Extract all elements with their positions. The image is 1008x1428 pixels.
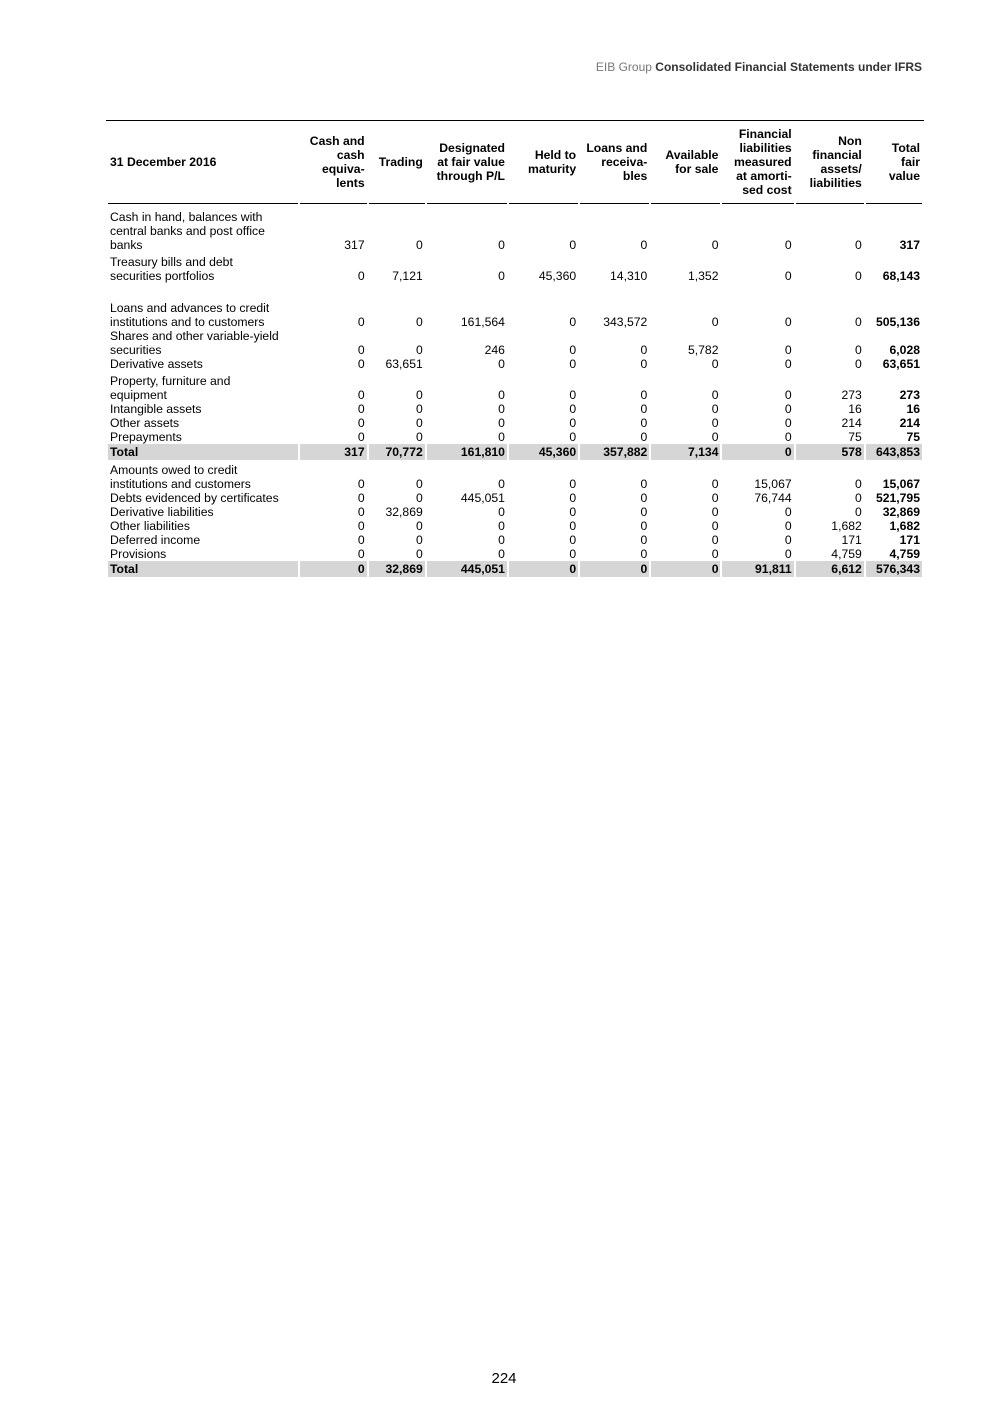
value-cell: 0 (569, 477, 577, 491)
value-cell: 0 (784, 343, 792, 357)
value-cell: 0 (711, 533, 719, 547)
value-cell: 0 (784, 505, 792, 519)
value-cell: 317 (344, 238, 365, 252)
value-cell: 0 (498, 269, 505, 283)
table-header-row (108, 121, 922, 204)
value-cell: 70,772 (369, 444, 425, 460)
value-cell: 343,572 (603, 315, 648, 329)
column-header: Financial liabilities measured at amorti- sed cost (722, 121, 793, 204)
value-cell: 273 (841, 388, 862, 402)
value-cell: 0 (711, 547, 719, 561)
value-cell: 0 (569, 357, 577, 371)
value-cell: 0 (640, 491, 648, 505)
value-cell: 1,352 (687, 269, 719, 283)
spacer-row (108, 283, 922, 301)
asset-row (108, 204, 922, 252)
asset-row (108, 402, 922, 416)
value-cell: 0 (415, 315, 423, 329)
running-header (596, 60, 922, 74)
value-cell: 0 (711, 402, 719, 416)
value-cell: 0 (569, 430, 577, 444)
value-cell: 0 (580, 561, 649, 577)
value-cell: 0 (722, 444, 793, 460)
row-label: Intangible assets (110, 402, 202, 416)
asset-row (108, 301, 922, 329)
value-cell: 0 (640, 343, 648, 357)
liabilities-total-row (108, 561, 922, 577)
value-cell: 0 (415, 547, 423, 561)
value-cell: 0 (415, 388, 423, 402)
row-label: Loans and advances to credit institutions and to customers (110, 301, 270, 329)
fair-value-table (106, 120, 924, 577)
value-cell: 0 (357, 269, 365, 283)
value-cell: 0 (498, 477, 505, 491)
value-cell: 14,310 (610, 269, 648, 283)
value-cell: 0 (855, 505, 862, 519)
value-cell: 0 (498, 357, 505, 371)
spacer-cell (796, 283, 864, 301)
value-cell: 0 (640, 416, 648, 430)
value-cell: 0 (855, 357, 862, 371)
value-cell: 0 (415, 402, 423, 416)
row-label: Debts evidenced by certificates (110, 491, 279, 505)
value-cell: 0 (357, 416, 365, 430)
value-cell: 0 (569, 491, 577, 505)
row-total-cell: 576,343 (866, 561, 922, 577)
header-title: Consolidated Financial Statements under IFRS (655, 60, 922, 74)
value-cell: 0 (357, 519, 365, 533)
value-cell: 0 (640, 477, 648, 491)
value-cell: 246 (484, 343, 505, 357)
value-cell: 171 (841, 533, 862, 547)
value-cell: 0 (784, 315, 792, 329)
spacer-cell (722, 283, 793, 301)
row-label: Amounts owed to credit institutions and customers (110, 463, 251, 491)
value-cell: 0 (357, 357, 365, 371)
value-cell: 0 (569, 238, 577, 252)
value-cell: 0 (784, 402, 792, 416)
value-cell: 0 (640, 547, 648, 561)
value-cell: 16 (848, 402, 862, 416)
value-cell: 0 (498, 430, 505, 444)
value-cell: 91,811 (722, 561, 793, 577)
row-label: Shares and other variable-yield securities (110, 329, 279, 357)
value-cell: 45,360 (509, 444, 578, 460)
column-header: Loans and receiva- bles (580, 121, 649, 204)
value-cell: 0 (711, 519, 719, 533)
spacer-cell (427, 283, 507, 301)
value-cell: 0 (640, 519, 648, 533)
value-cell: 0 (357, 505, 365, 519)
value-cell: 0 (357, 533, 365, 547)
value-cell: 0 (415, 533, 423, 547)
value-cell: 0 (711, 491, 719, 505)
value-cell: 0 (569, 388, 577, 402)
value-cell: 0 (357, 343, 365, 357)
value-cell: 0 (711, 477, 719, 491)
liability-row (108, 533, 922, 547)
value-cell: 0 (784, 357, 792, 371)
row-total-cell: 273 (899, 388, 920, 402)
row-label: Prepayments (110, 430, 182, 444)
value-cell: 0 (357, 547, 365, 561)
value-cell: 0 (357, 477, 365, 491)
spacer-cell (651, 283, 720, 301)
value-cell: 445,051 (460, 491, 505, 505)
value-cell: 0 (855, 477, 862, 491)
value-cell: 45,360 (538, 269, 577, 283)
value-cell: 0 (415, 477, 423, 491)
value-cell: 0 (569, 343, 577, 357)
table-title-header: 31 December 2016 (108, 121, 298, 204)
value-cell: 6,612 (796, 561, 864, 577)
value-cell: 0 (498, 402, 505, 416)
row-total-cell: 6,028 (889, 343, 920, 357)
value-cell: 0 (569, 402, 577, 416)
value-cell: 0 (784, 269, 792, 283)
value-cell: 0 (711, 388, 719, 402)
row-label: Deferred income (110, 533, 201, 547)
spacer-cell (108, 283, 298, 301)
value-cell: 0 (498, 238, 505, 252)
row-label: Cash in hand, balances with central banks and post office banks (110, 210, 265, 252)
value-cell: 1,682 (831, 519, 862, 533)
value-cell: 63,651 (385, 357, 423, 371)
value-cell: 0 (855, 315, 862, 329)
value-cell: 578 (796, 444, 864, 460)
row-total-cell: 75 (906, 430, 920, 444)
value-cell: 0 (784, 533, 792, 547)
spacer-cell (369, 283, 425, 301)
value-cell: 0 (498, 505, 505, 519)
spacer-cell (300, 283, 366, 301)
table-body (108, 204, 922, 577)
column-header: Available for sale (651, 121, 720, 204)
row-total-cell: 317 (899, 238, 920, 252)
row-total-cell: 521,795 (875, 491, 920, 505)
spacer-cell (580, 283, 649, 301)
value-cell: 32,869 (385, 505, 423, 519)
value-cell: 0 (784, 547, 792, 561)
value-cell: 0 (711, 430, 719, 444)
value-cell: 75 (848, 430, 862, 444)
asset-row (108, 371, 922, 402)
row-total-cell: 4,759 (889, 547, 920, 561)
value-cell: 0 (855, 343, 862, 357)
value-cell: 0 (415, 519, 423, 533)
value-cell: 0 (640, 402, 648, 416)
liability-row (108, 547, 922, 561)
value-cell: 0 (711, 505, 719, 519)
value-cell: 0 (357, 402, 365, 416)
value-cell: 0 (357, 315, 365, 329)
value-cell: 0 (415, 430, 423, 444)
value-cell: 0 (784, 416, 792, 430)
value-cell: 357,882 (580, 444, 649, 460)
value-cell: 0 (711, 416, 719, 430)
row-total-cell: 1,682 (889, 519, 920, 533)
row-total-cell: 505,136 (875, 315, 920, 329)
asset-row (108, 252, 922, 283)
value-cell: 214 (841, 416, 862, 430)
value-cell: 0 (855, 491, 862, 505)
value-cell: 0 (784, 388, 792, 402)
row-label: Provisions (110, 547, 167, 561)
value-cell: 0 (640, 430, 648, 444)
value-cell: 0 (498, 533, 505, 547)
value-cell: 0 (357, 388, 365, 402)
value-cell: 15,067 (754, 477, 792, 491)
column-header: Held to maturity (509, 121, 578, 204)
row-label: Derivative assets (110, 357, 203, 371)
value-cell: 32,869 (369, 561, 425, 577)
spacer-cell (509, 283, 578, 301)
value-cell: 0 (640, 388, 648, 402)
row-total-cell: 171 (899, 533, 920, 547)
row-label: Treasury bills and debt securities portfolios (110, 255, 233, 283)
row-total-cell: 214 (899, 416, 920, 430)
value-cell: 317 (300, 444, 366, 460)
value-cell: 0 (415, 416, 423, 430)
row-total-cell: 63,651 (882, 357, 920, 371)
value-cell: 0 (357, 430, 365, 444)
value-cell: 0 (640, 505, 648, 519)
value-cell: 0 (498, 416, 505, 430)
value-cell: 0 (569, 519, 577, 533)
value-cell: 0 (784, 238, 792, 252)
value-cell: 0 (357, 491, 365, 505)
column-header: Non financial assets/ liabilities (796, 121, 864, 204)
asset-row (108, 416, 922, 430)
value-cell: 0 (415, 343, 423, 357)
row-label: Total (108, 561, 298, 577)
asset-row (108, 430, 922, 444)
value-cell: 76,744 (754, 491, 792, 505)
row-label: Property, furniture and equipment (110, 374, 231, 402)
liability-row (108, 519, 922, 533)
row-total-cell: 16 (906, 402, 920, 416)
row-label: Other liabilities (110, 519, 190, 533)
value-cell: 0 (711, 315, 719, 329)
row-total-cell: 643,853 (866, 444, 922, 460)
row-label: Total (108, 444, 298, 460)
liability-row (108, 505, 922, 519)
value-cell: 0 (300, 561, 366, 577)
value-cell: 7,134 (651, 444, 720, 460)
value-cell: 0 (651, 561, 720, 577)
value-cell: 0 (711, 357, 719, 371)
row-total-cell: 15,067 (882, 477, 920, 491)
asset-row (108, 329, 922, 357)
value-cell: 0 (509, 561, 578, 577)
value-cell: 0 (569, 315, 577, 329)
column-header: Trading (369, 121, 425, 204)
value-cell: 0 (569, 547, 577, 561)
row-label: Derivative liabilities (110, 505, 214, 519)
liability-row (108, 460, 922, 491)
value-cell: 0 (415, 491, 423, 505)
row-label: Other assets (110, 416, 180, 430)
value-cell: 161,564 (460, 315, 505, 329)
value-cell: 7,121 (392, 269, 423, 283)
value-cell: 0 (711, 238, 719, 252)
value-cell: 0 (855, 269, 862, 283)
value-cell: 0 (784, 430, 792, 444)
value-cell: 0 (569, 505, 577, 519)
assets-total-row (108, 444, 922, 460)
row-total-cell: 32,869 (882, 505, 920, 519)
column-header: Designated at fair value through P/L (427, 121, 507, 204)
value-cell: 0 (569, 533, 577, 547)
value-cell: 0 (640, 533, 648, 547)
value-cell: 0 (640, 357, 648, 371)
value-cell: 4,759 (831, 547, 862, 561)
value-cell: 0 (569, 416, 577, 430)
value-cell: 0 (784, 519, 792, 533)
spacer-cell (866, 283, 922, 301)
page-number: 224 (491, 1370, 517, 1387)
value-cell: 0 (498, 547, 505, 561)
value-cell: 445,051 (427, 561, 507, 577)
value-cell: 0 (415, 238, 423, 252)
header-prefix: EIB Group (595, 60, 652, 74)
value-cell: 0 (498, 388, 505, 402)
value-cell: 161,810 (427, 444, 507, 460)
column-header: Total fair value (866, 121, 922, 204)
column-header: Cash and cash equiva- lents (300, 121, 366, 204)
value-cell: 0 (855, 238, 862, 252)
row-total-cell: 68,143 (882, 269, 920, 283)
value-cell: 5,782 (687, 343, 719, 357)
asset-row (108, 357, 922, 371)
liability-row (108, 491, 922, 505)
value-cell: 0 (640, 238, 648, 252)
value-cell: 0 (498, 519, 505, 533)
